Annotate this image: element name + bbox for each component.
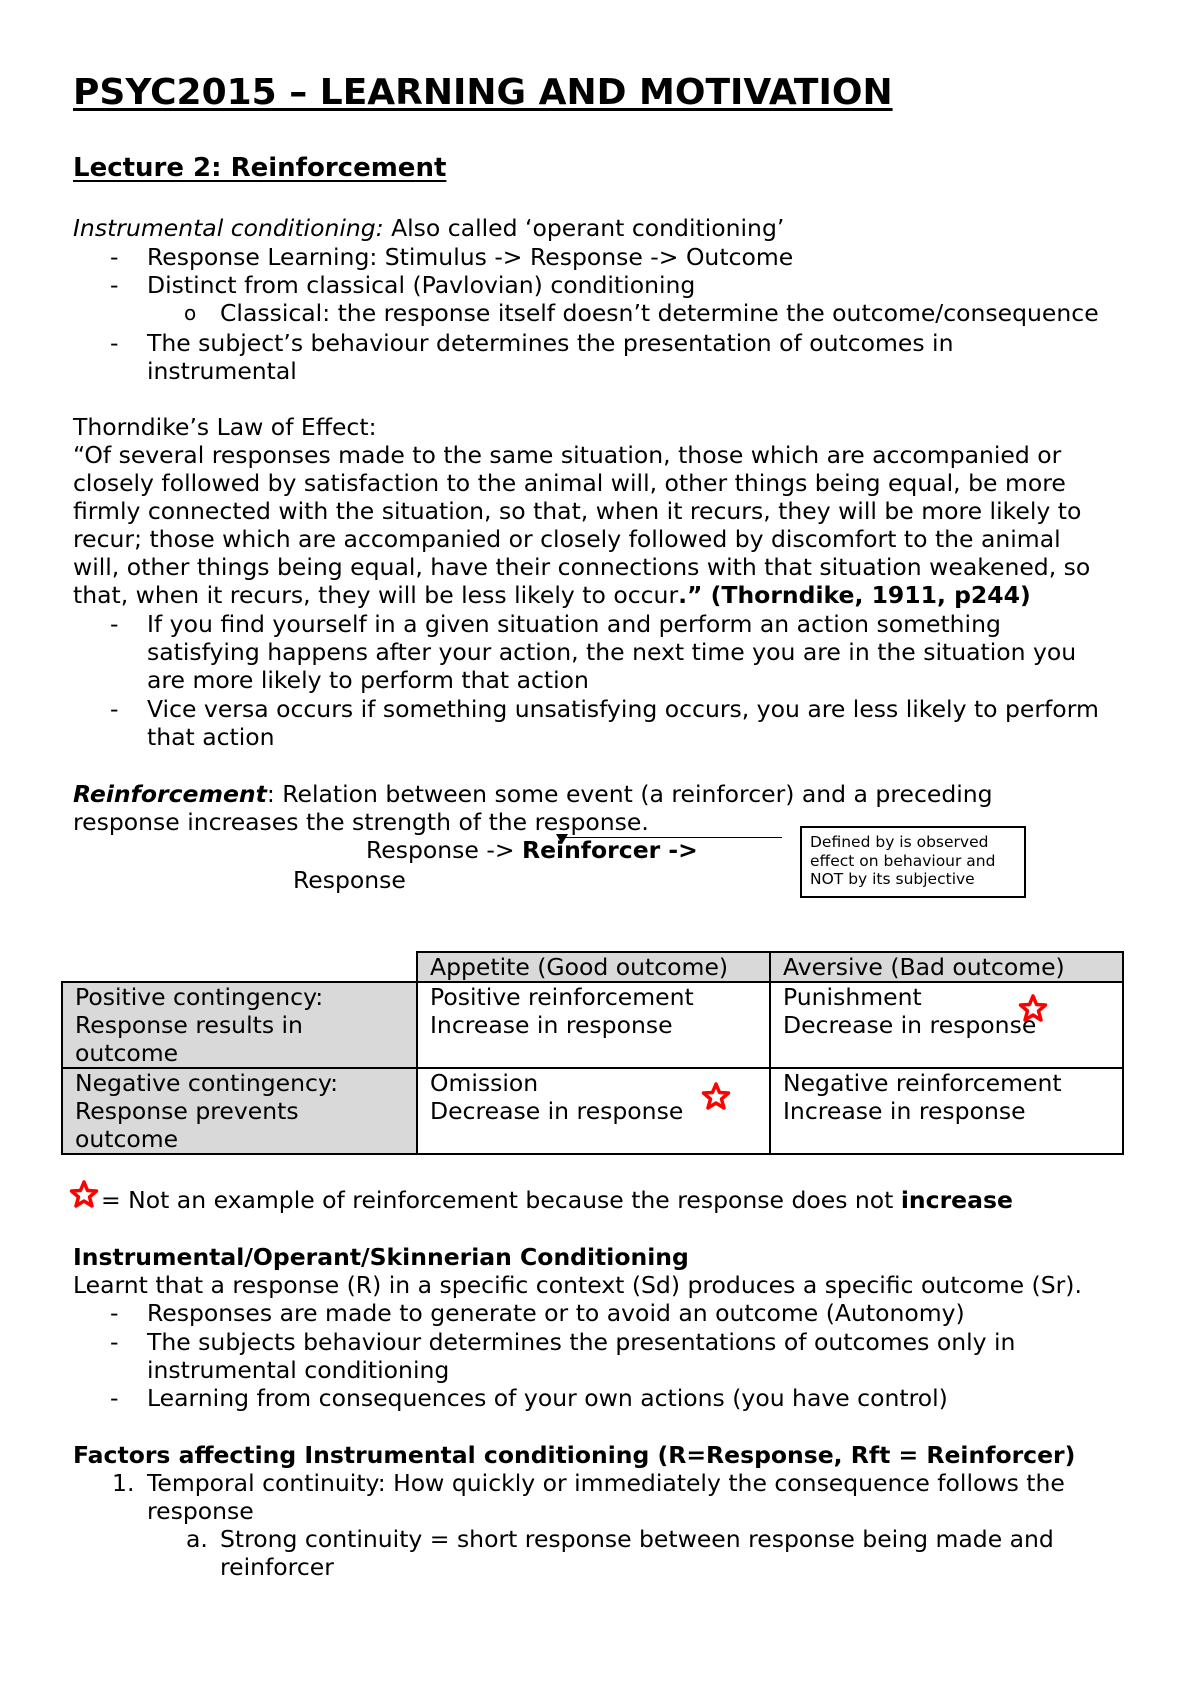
bullet-text: instrumental conditioning [147,1356,450,1384]
row-header-line: Response results in [75,1011,303,1039]
legend-text: = Not an example of reinforcement because the response does not [101,1186,901,1214]
instrumental-definition [73,214,784,242]
quote-line: closely followed by satisfaction to the animal will, other things being equal, be more [73,469,1066,497]
bullet-text: instrumental [147,357,297,385]
numbered-item: Temporal continuity: How quickly or immediately the consequence follows the [147,1469,1065,1497]
dash-bullet: - [110,1328,119,1356]
dash-bullet: - [110,271,119,299]
star-legend [101,1186,1013,1214]
bullet-text: The subjects behaviour determines the presentations of outcomes only in [147,1328,1016,1356]
dash-bullet: - [110,1384,119,1412]
bullet-text: Responses are made to generate or to avoid an outcome (Autonomy) [147,1299,965,1327]
bullet-text: Vice versa occurs if something unsatisfying occurs, you are less likely to perform [147,695,1099,723]
bullet-text: Distinct from classical (Pavlovian) conditioning [147,271,696,299]
cell-line: Positive reinforcement [430,983,694,1011]
quote-line: will, other things being equal, have their connections with that situation weakened, so [73,553,1091,581]
bullet-text: satisfying happens after your action, the next time you are in the situation you [147,638,1077,666]
cell-negative-reinforcement [770,1068,1123,1154]
formula-response: Response -> [366,836,522,864]
lettered-item: Strong continuity = short response between response being made and [220,1525,1054,1553]
instrumental-term: Instrumental conditioning: [73,214,384,242]
star-icon [701,1082,731,1110]
cell-line: Decrease in response [430,1097,684,1125]
thorndike-heading: Thorndike’s Law of Effect: [73,413,377,441]
row-header-positive [62,982,417,1068]
reinforcement-line2: response increases the strength of the response. [73,808,649,836]
star-icon [69,1180,99,1208]
dash-bullet: - [110,695,119,723]
circle-bullet: o [184,301,197,325]
quote-line [73,581,1031,609]
row-header-line: Positive contingency: [75,983,324,1011]
cell-positive-reinforcement [417,982,770,1068]
bullet-text: If you find yourself in a given situation and perform an action something [147,610,1001,638]
formula [366,836,698,864]
cell-line: Decrease in response [783,1011,1037,1039]
callout-connector [563,837,782,838]
list-number: 1. [112,1469,135,1497]
dash-bullet: - [110,1299,119,1327]
dash-bullet: - [110,329,119,357]
bullet-text: that action [147,723,275,751]
dash-bullet: - [110,610,119,638]
legend-bold: increase [900,1186,1013,1214]
row-header-line: Negative contingency: [75,1069,339,1097]
citation: .” (Thorndike, 1911, p244) [678,581,1031,609]
cell-line: Punishment [783,983,922,1011]
sub-bullet-text: Classical: the response itself doesn’t determine the outcome/consequence [220,299,1099,327]
contingency-table [61,951,1124,1155]
operant-line: Learnt that a response (R) in a specific context (Sd) produces a specific outcome (Sr). [73,1271,1082,1299]
dash-bullet: - [110,243,119,271]
cell-line: Increase in response [783,1097,1026,1125]
quote-line: recur; those which are accompanied or closely followed by discomfort to the animal [73,525,1061,553]
column-header-aversive: Aversive (Bad outcome) [770,952,1123,982]
formula-reinforcer: Reinforcer -> [521,836,698,864]
cell-omission [417,1068,770,1154]
table-corner [62,952,417,982]
cell-line: Negative reinforcement [783,1069,1062,1097]
bullet-text: Response Learning: Stimulus -> Response -> Outcome [147,243,794,271]
instrumental-desc: Also called ‘operant conditioning’ [383,214,785,242]
numbered-item: response [147,1497,254,1525]
callout-box: Defined by is observed effect on behaviour and NOT by its subjective [800,826,1026,898]
factors-heading: Factors affecting Instrumental conditioning (R=Response, Rft = Reinforcer) [73,1441,1076,1469]
reinforcement-definition [73,780,993,808]
row-header-line: outcome [75,1039,179,1067]
row-header-line: outcome [75,1125,179,1153]
list-letter: a. [186,1525,208,1553]
callout-arrow-icon [556,834,568,844]
operant-heading: Instrumental/Operant/Skinnerian Conditioning [73,1243,689,1271]
lettered-item: reinforcer [220,1553,334,1581]
formula-response-2: Response [293,866,406,894]
page-title: PSYC2015 – LEARNING AND MOTIVATION [73,72,893,113]
reinforcement-term: Reinforcement [73,780,267,808]
bullet-text: are more likely to perform that action [147,666,589,694]
cell-line: Omission [430,1069,539,1097]
row-header-line: Response prevents [75,1097,299,1125]
bullet-text: Learning from consequences of your own actions (you have control) [147,1384,948,1412]
quote-end: that, when it recurs, they will be less likely to occur [73,581,679,609]
lecture-heading: Lecture 2: Reinforcement [73,153,447,183]
bullet-text: The subject’s behaviour determines the presentation of outcomes in [147,329,954,357]
cell-punishment [770,982,1123,1068]
cell-line: Increase in response [430,1011,673,1039]
row-header-negative [62,1068,417,1154]
star-icon [1018,994,1048,1022]
reinforcement-desc: : Relation between some event (a reinforcer) and a preceding [266,780,993,808]
quote-line: “Of several responses made to the same situation, those which are accompanied or [73,441,1062,469]
column-header-appetite: Appetite (Good outcome) [417,952,770,982]
quote-line: firmly connected with the situation, so that, when it recurs, they will be more likely to [73,497,1082,525]
